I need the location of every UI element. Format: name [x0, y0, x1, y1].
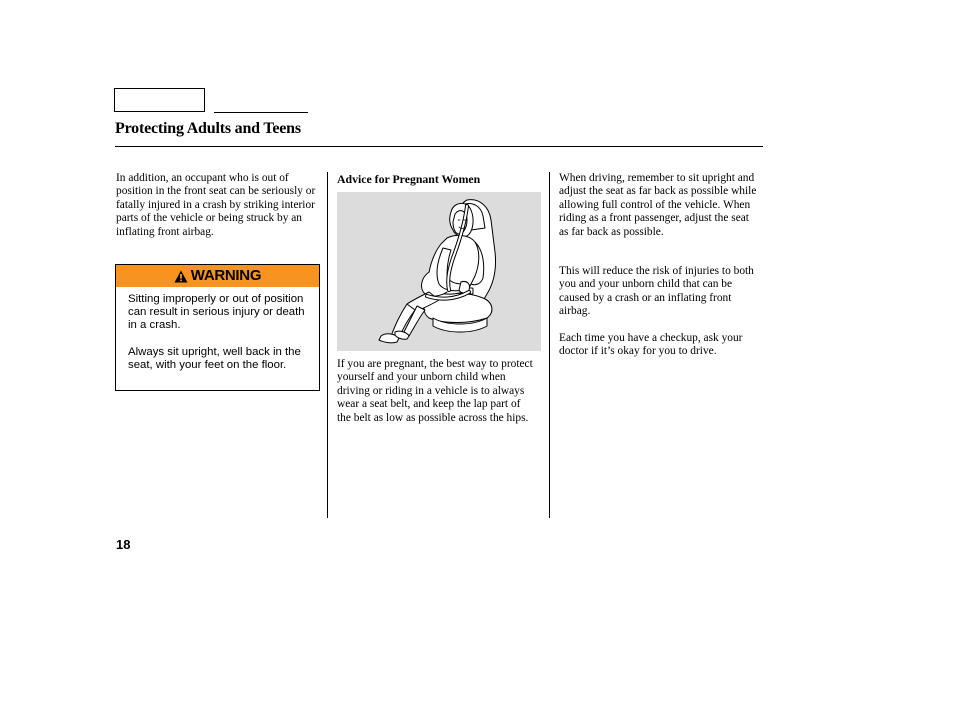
page-title: Protecting Adults and Teens	[115, 120, 301, 137]
occupant-position-paragraph: In addition, an occupant who is out of position in the front seat can be seriously or fatally injured in a crash by striking interior parts of the vehicle or being struck by an inflating front airbag.	[116, 172, 316, 238]
title-rule	[115, 146, 763, 147]
column-divider-1	[327, 172, 328, 518]
warning-text-1: Sitting improperly or out of position can result in serious injury or death in a crash.	[128, 293, 305, 332]
pregnant-woman-seatbelt-illustration	[337, 192, 541, 351]
page-number: 18	[116, 537, 131, 552]
warning-text-2: Always sit upright, well back in the seat, with your feet on the floor.	[128, 346, 301, 372]
warning-triangle-icon	[174, 270, 188, 283]
injury-risk-paragraph: This will reduce the risk of injuries to both you and your unborn child that can be caused by a crash or an inflating front airbag.	[559, 265, 754, 318]
warning-banner	[116, 265, 319, 287]
warning-box	[115, 264, 320, 391]
warning-label: WARNING	[190, 267, 262, 284]
seat-adjustment-paragraph: When driving, remember to sit upright and adjust the seat as far back as possible while allowing full control of the vehicle. When riding as a front passenger, adjust the seat as far back as possible.	[559, 172, 757, 238]
doctor-checkup-paragraph: Each time you have a checkup, ask your doctor if it’s okay for you to drive.	[559, 332, 743, 358]
section-nav-underline	[214, 112, 308, 113]
pregnant-women-heading: Advice for Pregnant Women	[337, 172, 481, 186]
section-nav-box	[114, 88, 205, 112]
pregnancy-advice-paragraph: If you are pregnant, the best way to protect yourself and your unborn child when driving or riding in a vehicle is to always wear a seat belt, and keep the lap part of the belt as low as possible across the hips.	[337, 358, 533, 424]
column-divider-2	[549, 172, 550, 518]
